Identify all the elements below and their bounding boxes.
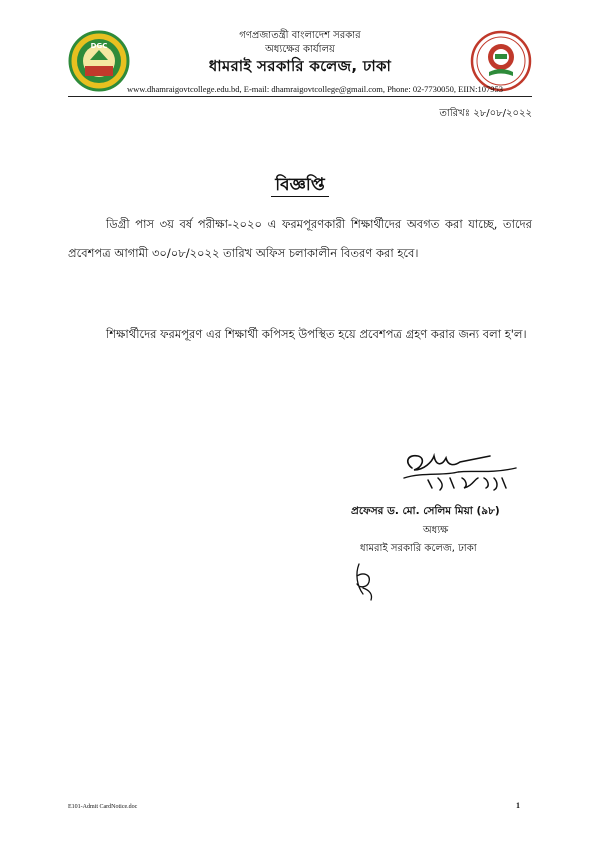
notice-title xyxy=(0,172,600,200)
footer-filename: E101-Admit CardNotice.doc xyxy=(68,804,138,810)
notice-date: তারিখঃ ২৮/০৮/২০২২ xyxy=(439,108,532,119)
notice-paragraph-1: ডিগ্রী পাস ৩য় বর্ষ পরীক্ষা-২০২০ এ ফরমপূরণকারী শিক্ষার্থীদের অবগত করা যাচ্ছে, তাদের প্রবেশপত্র আগামী ৩০/০৮/২০২২ তারিখ অফিস চলাকালীন বিতরণ করা হবে। xyxy=(68,217,532,260)
header-divider xyxy=(68,96,532,97)
office-heading: অধ্যক্ষের কার্যালয় xyxy=(265,44,335,55)
page-number: 1 xyxy=(516,801,520,810)
signatory-title: অধ্যক্ষ xyxy=(423,525,449,536)
government-heading: গণপ্রজাতন্ত্রী বাংলাদেশ সরকার xyxy=(239,30,361,41)
contact-line: www.dhamraigovtcollege.edu.bd, E-mail: dhamraigovtcollege@gmail.com, Phone: 02-7730050, EIIN:107953 xyxy=(127,84,503,94)
handwritten-signature xyxy=(398,448,528,498)
signatory-name: প্রফেসর ড. মো. সেলিম মিয়া (৯৮) xyxy=(351,505,500,517)
college-name: ধামরাই সরকারি কলেজ, ঢাকা xyxy=(208,57,392,75)
notice-title-text: বিজ্ঞপ্তি xyxy=(271,175,328,197)
handwritten-initials xyxy=(349,560,379,610)
signatory-organization: ধামরাই সরকারি কলেজ, ঢাকা xyxy=(360,543,477,554)
logo-text: DGC xyxy=(90,42,108,50)
notice-paragraph-2: শিক্ষার্থীদের ফরমপূরণ এর শিক্ষার্থী কপিসহ উপস্থিত হয়ে প্রবেশপত্র গ্রহণ করার জন্য বলা হ'ল। xyxy=(106,327,527,341)
